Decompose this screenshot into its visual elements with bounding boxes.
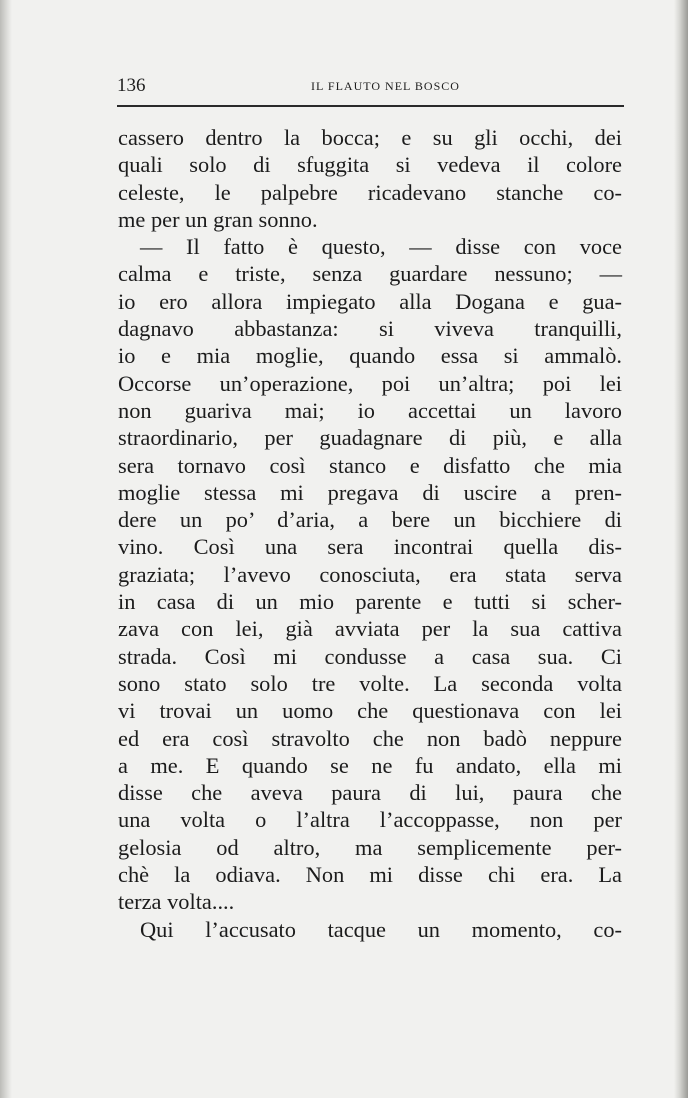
text-line: chè la odiava. Non mi disse chi era. La	[118, 862, 622, 888]
text-line: me per un gran sonno.	[118, 206, 318, 232]
text-line: disse che aveva paura di lui, paura che	[118, 780, 622, 806]
text-line: sono stato solo tre volte. La seconda volta	[118, 670, 622, 696]
text-line: celeste, le palpebre ricadevano stanche co-	[118, 179, 622, 205]
page-gutter-left	[0, 0, 12, 1098]
text-line: vino. Così una sera incontrai quella dis-	[118, 534, 622, 560]
text-line: strada. Così mi condusse a casa sua. Ci	[118, 643, 622, 669]
text-line: a me. E quando se ne fu andato, ella mi	[118, 752, 622, 778]
text-line: graziata; l’avevo conosciuta, era stata serva	[118, 561, 622, 587]
text-line: calma e triste, senza guardare nessuno; —	[118, 261, 622, 287]
text-line: straordinario, per guadagnare di più, e alla	[118, 425, 622, 451]
text-line: dagnavo abbastanza: si viveva tranquilli,	[118, 316, 622, 342]
text-line: Occorse un’operazione, poi un’altra; poi lei	[118, 370, 622, 396]
text-line: io e mia moglie, quando essa si ammalò.	[118, 343, 622, 369]
text-line: io ero allora impiegato alla Dogana e gua-	[118, 288, 622, 314]
page-header	[117, 74, 624, 98]
text-line: sera tornavo così stanco e disfatto che mia	[118, 452, 622, 478]
text-line: quali solo di sfuggita si vedeva il colore	[118, 152, 622, 178]
text-line: una volta o l’altra l’accoppasse, non per	[118, 807, 622, 833]
text-line: Qui l’accusato tacque un momento, co-	[140, 916, 622, 942]
text-line: — Il fatto è questo, — disse con voce	[140, 234, 622, 260]
text-line: moglie stessa mi pregava di uscire a pren-	[118, 479, 622, 505]
body-text	[118, 124, 622, 943]
text-line: non guariva mai; io accettai un lavoro	[118, 397, 622, 423]
text-line: ed era così stravolto che non badò neppure	[118, 725, 622, 751]
text-line: cassero dentro la bocca; e su gli occhi, dei	[118, 125, 622, 150]
text-line: in casa di un mio parente e tutti si scher-	[118, 589, 622, 615]
page-edge-right	[674, 0, 688, 1098]
text-line: terza volta....	[118, 889, 235, 915]
text-line: vi trovai un uomo che questionava con lei	[118, 698, 622, 724]
running-title: IL FLAUTO NEL BOSCO	[311, 79, 460, 93]
text-line: zava con lei, già avviata per la sua cattiva	[118, 616, 622, 642]
text-line: dere un po’ d’aria, a bere un bicchiere di	[118, 507, 622, 533]
header-rule	[117, 105, 624, 107]
page-number: 136	[117, 75, 146, 96]
text-line: gelosia od altro, ma semplicemente per-	[118, 834, 622, 860]
